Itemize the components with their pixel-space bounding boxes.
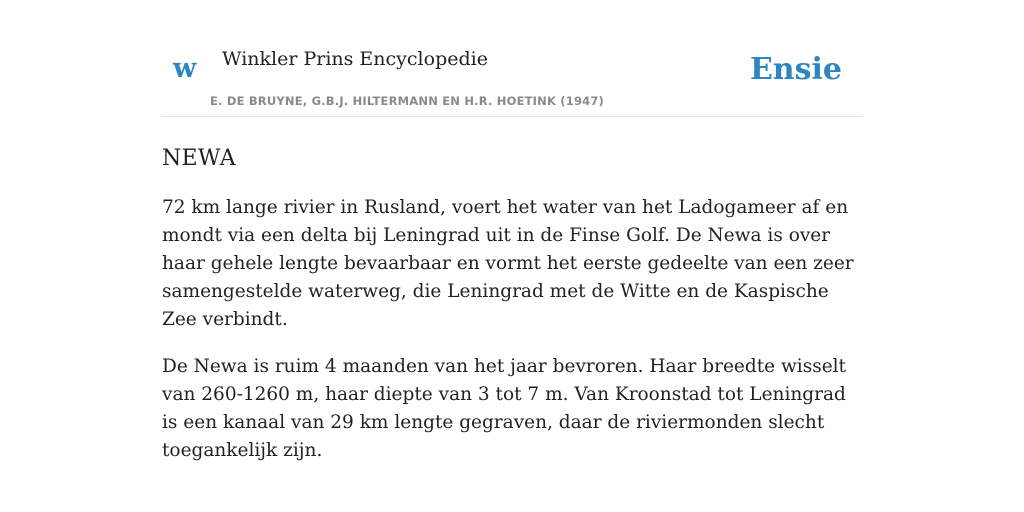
article-paragraph: De Newa is ruim 4 maanden van het jaar bevroren. Haar breedte wisselt van 260-1260 m, haar diepte van 3 tot 7 m. Van Kroonstad tot Leningrad is een kanaal van 29 km lengte gegraven, daar de riviermonden slecht toegankelijk zijn. [162, 356, 846, 461]
header [162, 0, 862, 117]
article-paragraph: 72 km lange rivier in Rusland, voert het water van het Ladogameer af en mondt via een delta bij Leningrad uit in de Finse Golf. De Newa is over haar gehele lengte bevaarbaar en vormt het eerste gedeelte van een zeer samengestelde waterweg, die Leningrad met de Witte en de Kaspische Zee verbindt. [162, 197, 854, 330]
book-authors: E. DE BRUYNE, G.B.J. HILTERMANN EN H.R. HOETINK (1947) [210, 94, 605, 108]
ensie-logo[interactable]: Ensie [749, 52, 842, 87]
article-headword: NEWA [162, 146, 236, 171]
winkler-prins-logo[interactable]: w [173, 53, 197, 84]
page [162, 0, 862, 465]
article [162, 144, 862, 465]
book-title[interactable]: Winkler Prins Encyclopedie [222, 48, 488, 70]
